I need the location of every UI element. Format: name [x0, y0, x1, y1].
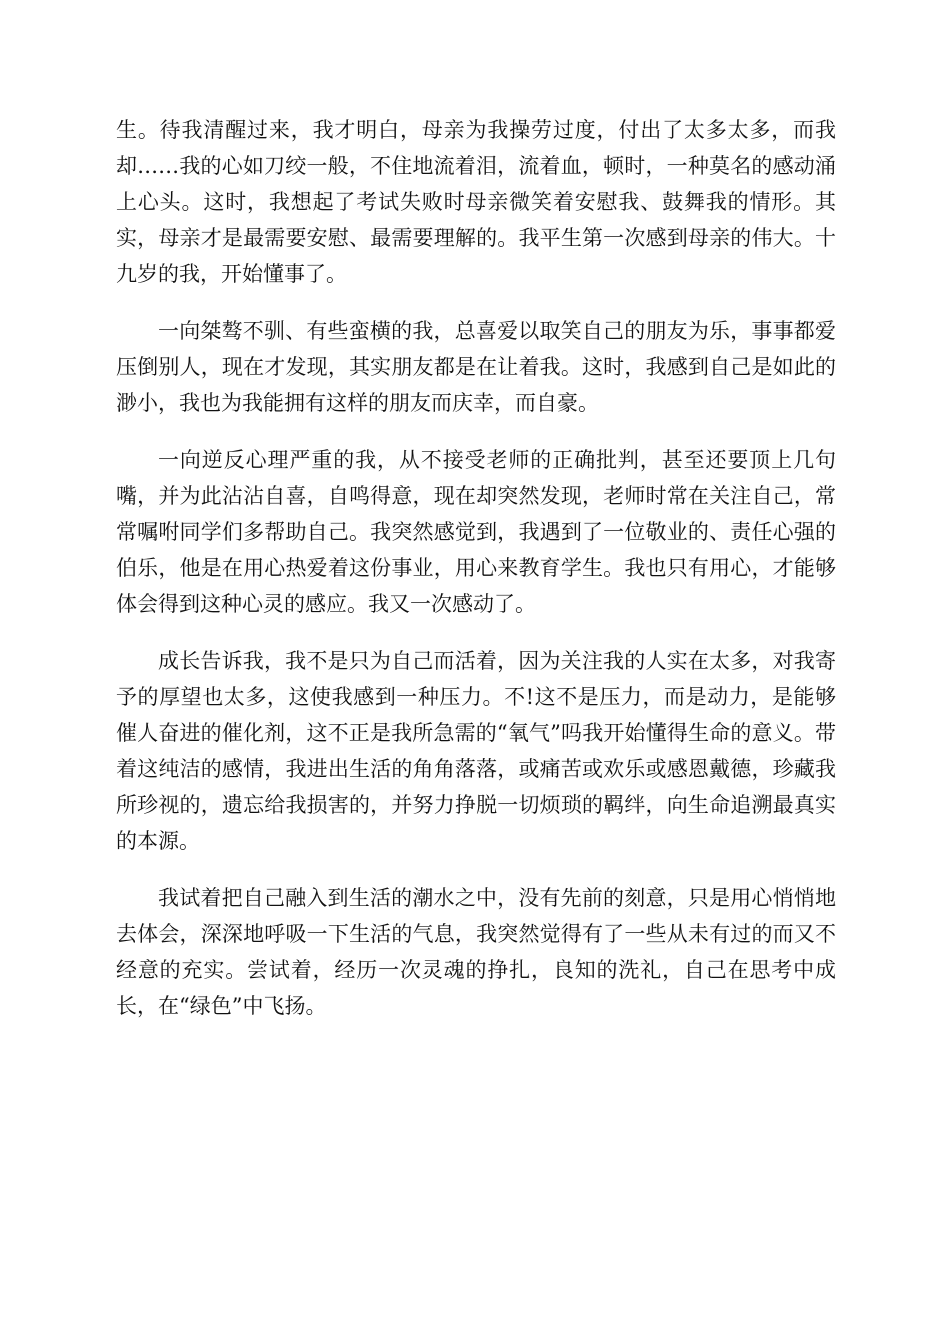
paragraph-growth: 成长告诉我，我不是只为自己而活着，因为关注我的人实在太多，对我寄予的厚望也太多，这使我感到一种压力。不!这不是压力，而是动力，是能够催人奋进的催化剂，这不正是我所急需的“氧气”吗我开始懂得生命的意义。带着这纯洁的感情，我进出生活的角角落落，或痛苦或欢乐或感恩戴德，珍藏我所珍视的，遗忘给我损害的，并努力挣脱一切烦琐的羁绊，向生命追溯最真实的本源。 — [116, 649, 836, 853]
paragraph-continuation: 生。待我清醒过来，我才明白，母亲为我操劳过度，付出了太多太多，而我却……我的心如刀绞一般，不住地流着泪，流着血，顿时，一种莫名的感动涌上心头。这时，我想起了考试失败时母亲微笑着安慰我、鼓舞我的情形。其实，母亲才是最需要安慰、最需要理解的。我平生第一次感到母亲的伟大。十九岁的我，开始懂事了。 — [116, 118, 836, 286]
paragraph-teacher: 一向逆反心理严重的我，从不接受老师的正确批判，甚至还要顶上几句嘴，并为此沾沾自喜，自鸣得意，现在却突然发现，老师时常在关注自己，常常嘱咐同学们多帮助自己。我突然感觉到，我遇到了一位敬业的、责任心强的伯乐，他是在用心热爱着这份事业，用心来教育学生。我也只有用心，才能够体会得到这种心灵的感应。我又一次感动了。 — [116, 448, 836, 616]
document-body — [116, 112, 836, 1045]
paragraph-conclusion: 我试着把自己融入到生活的潮水之中，没有先前的刻意，只是用心悄悄地去体会，深深地呼吸一下生活的气息，我突然觉得有了一些从未有过的而又不经意的充实。尝试着，经历一次灵魂的挣扎，良知的洗礼，自己在思考中成长，在“绿色”中飞扬。 — [116, 886, 836, 1018]
paragraph-friends: 一向桀骜不驯、有些蛮横的我，总喜爱以取笑自己的朋友为乐，事事都爱压倒别人，现在才发现，其实朋友都是在让着我。这时，我感到自己是如此的渺小，我也为我能拥有这样的朋友而庆幸，而自豪。 — [116, 319, 836, 415]
